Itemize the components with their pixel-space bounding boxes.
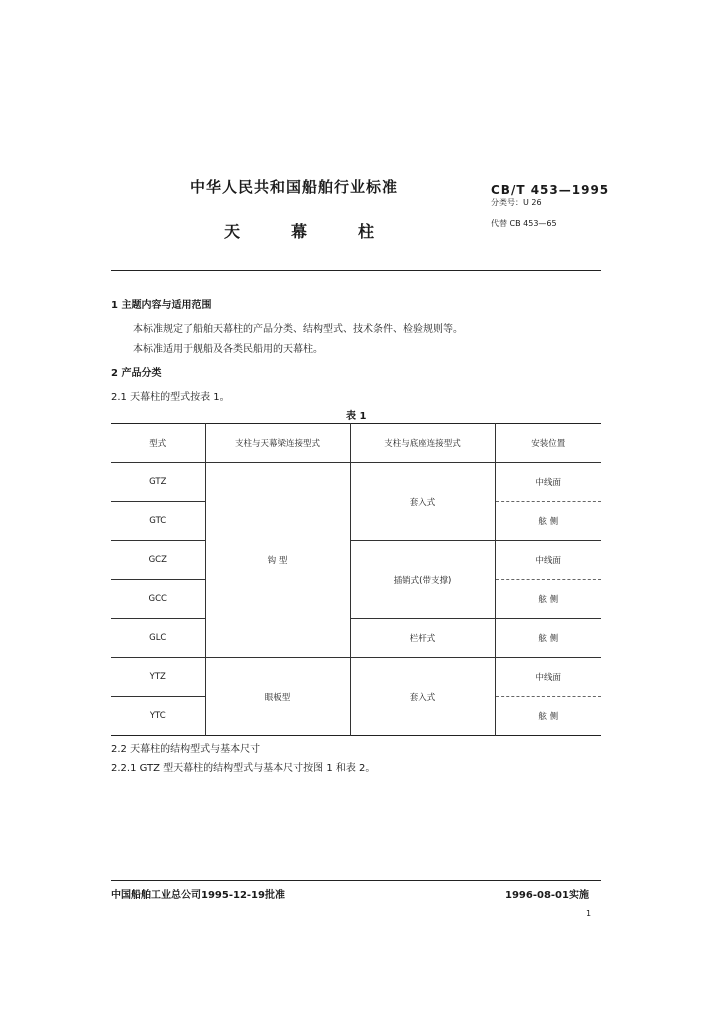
replaces-standard: 代替 CB 453—65 [491,219,557,228]
table-header-row [111,424,601,463]
effective-date: 1996-08-01实施 [505,890,589,901]
position-cell: 中线面 [495,463,601,502]
position-cell: 舷 侧 [495,697,601,736]
position-cell: 舷 侧 [495,619,601,658]
section-1-paragraph: 本标准适用于舰船及各类民船用的天幕柱。 [133,344,323,355]
classification-number: 分类号：U 26 [491,198,542,207]
base-connection-cell: 插销式(带支撑) [350,541,495,619]
type-table [111,423,601,736]
base-connection-cell: 栏杆式 [350,619,495,658]
type-cell: YTC [111,697,205,736]
table-header: 支柱与底座连接型式 [350,424,495,463]
page-number: 1 [586,909,592,918]
table-row [111,463,601,502]
type-cell: GLC [111,619,205,658]
table-row [111,658,601,697]
section-2-2-1: 2.2.1 GTZ 型天幕柱的结构型式与基本尺寸按图 1 和表 2。 [111,763,376,774]
section-1-paragraph: 本标准规定了船舶天幕柱的产品分类、结构型式、技术条件、检验规则等。 [133,324,463,335]
position-cell: 中线面 [495,541,601,580]
section-1-title: 1 主题内容与适用范围 [111,300,212,311]
document-title [224,219,374,242]
table-header: 支柱与天幕梁连接型式 [205,424,350,463]
doc-title-char: 幕 [290,222,307,241]
standard-title: 中华人民共和国船舶行业标准 [190,178,399,196]
type-cell: GCC [111,580,205,619]
position-cell: 中线面 [495,658,601,697]
section-2-2: 2.2 天幕柱的结构型式与基本尺寸 [111,744,261,755]
section-2-title: 2 产品分类 [111,368,162,379]
table-row [111,541,601,580]
doc-title-char: 天 [224,222,241,241]
position-cell: 舷 侧 [495,502,601,541]
section-2-1: 2.1 天幕柱的型式按表 1。 [111,392,230,403]
beam-connection-cell: 钩 型 [205,463,350,658]
table-caption: 表 1 [346,411,367,422]
beam-connection-cell: 眼板型 [205,658,350,736]
type-cell: GTC [111,502,205,541]
base-connection-cell: 套入式 [350,658,495,736]
table-header: 型式 [111,424,205,463]
position-cell: 舷 侧 [495,580,601,619]
standard-code: CB/T 453—1995 [491,183,610,197]
header-rule [111,270,601,271]
table-header: 安装位置 [495,424,601,463]
type-cell: YTZ [111,658,205,697]
type-cell: GCZ [111,541,205,580]
doc-title-char: 柱 [357,222,374,241]
table-row [111,619,601,658]
footer-rule [111,880,601,881]
base-connection-cell: 套入式 [350,463,495,541]
issuer-line: 中国船舶工业总公司1995-12-19批准 [111,890,285,901]
type-cell: GTZ [149,477,167,487]
